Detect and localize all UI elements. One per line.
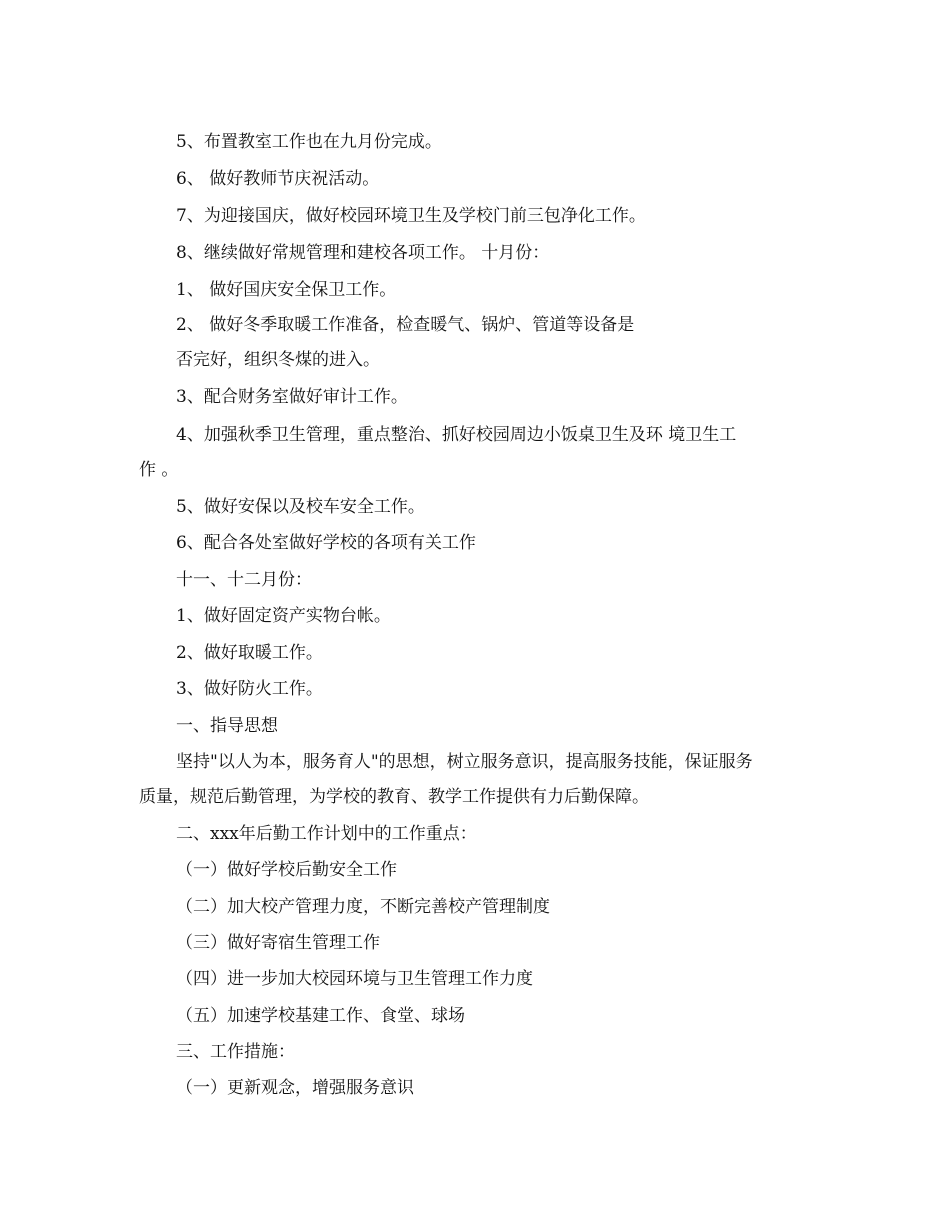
text-line: （四）进一步加大校园环境与卫生管理工作力度 [176,969,533,989]
text-line: 6、 做好教师节庆祝活动。 [176,169,380,189]
text-line: 8、继续做好常规管理和建校各项工作。 十月份： [176,243,550,263]
text-line: 5、做好安保以及校车安全工作。 [176,497,425,517]
text-line: （二）加大校产管理力度，不断完善校产管理制度 [176,897,550,917]
section-heading: 一、指导思想 [176,716,278,736]
text-line: （一）更新观念，增强服务意识 [176,1078,414,1098]
text-line: 2、做好取暖工作。 [176,643,323,663]
text-line: （一）做好学校后勤安全工作 [176,860,397,880]
text-line: 3、做好防火工作。 [176,679,323,699]
text-line: 作 。 [139,460,179,480]
text-line: 6、配合各处室做好学校的各项有关工作 [176,533,476,553]
text-line: 4、加强秋季卫生管理，重点整治、抓好校园周边小饭桌卫生及环 境卫生工 [176,425,737,445]
text-line: 3、配合财务室做好审计工作。 [176,387,408,407]
text-line: 5、布置教室工作也在九月份完成。 [176,132,442,152]
section-heading: 二、xxx年后勤工作计划中的工作重点： [176,824,477,844]
text-line: 1、 做好国庆安全保卫工作。 [176,280,397,300]
text-line: 坚持"以人为本，服务育人"的思想，树立服务意识，提高服务技能，保证服务 [176,752,753,772]
text-line: 7、为迎接国庆，做好校园环境卫生及学校门前三包净化工作。 [176,206,646,226]
section-heading: 三、工作措施： [176,1042,295,1062]
text-line: 十一、十二月份： [176,570,312,590]
text-line: 否完好，组织冬煤的进入。 [176,350,380,370]
text-line: （五）加速学校基建工作、食堂、球场 [176,1006,465,1026]
text-line: 质量，规范后勤管理，为学校的教育、教学工作提供有力后勤保障。 [139,787,649,807]
text-line: 1、做好固定资产实物台帐。 [176,606,391,626]
text-line: （三）做好寄宿生管理工作 [176,933,380,953]
text-line: 2、 做好冬季取暖工作准备，检查暖气、锅炉、管道等设备是 [176,315,635,335]
